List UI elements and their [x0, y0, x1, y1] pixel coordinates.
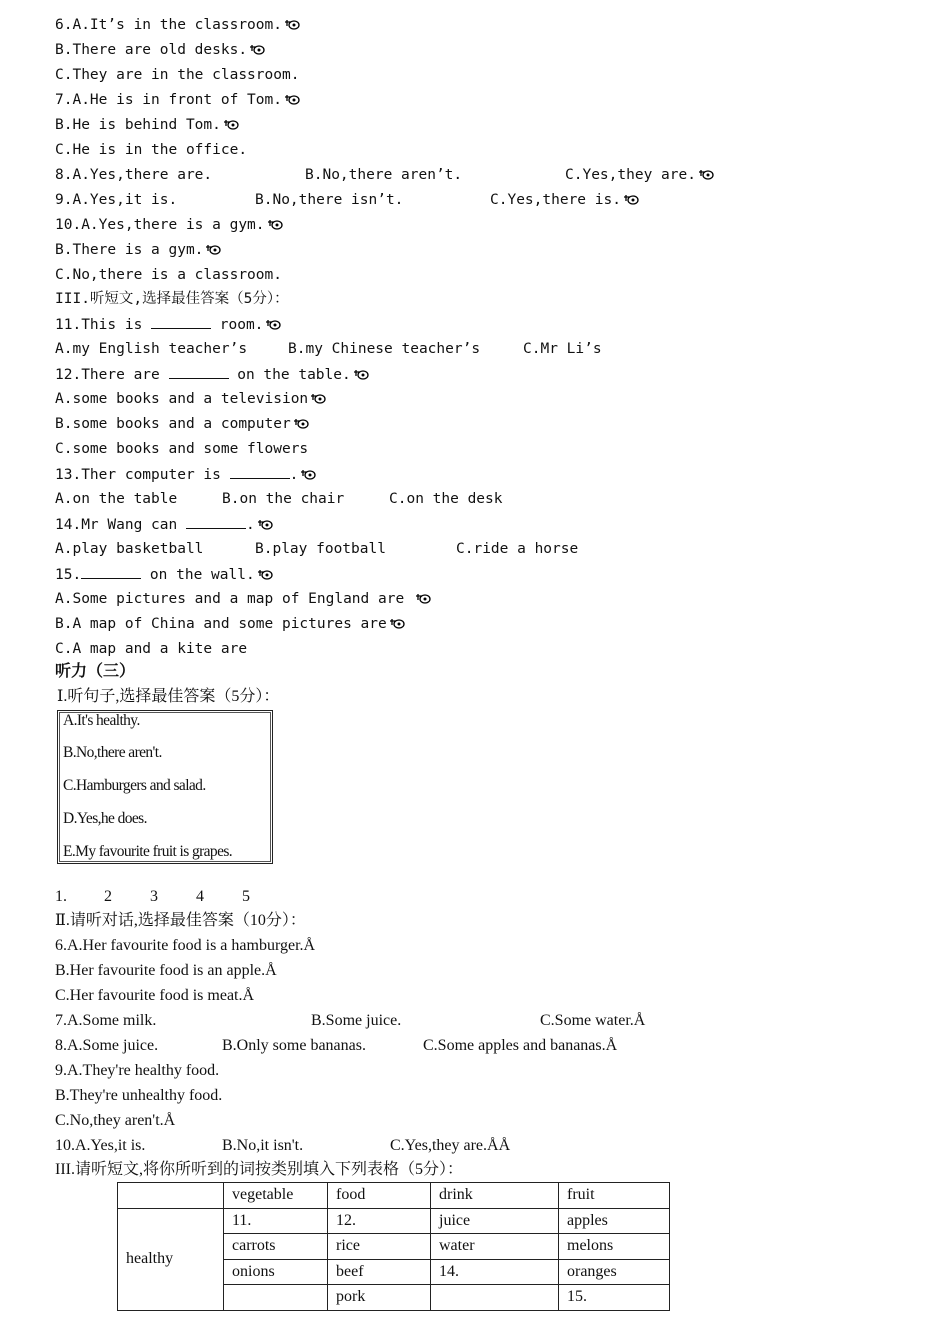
- answer-options-box: [57, 710, 273, 864]
- l3-q8-option-b: B.Only some bananas.: [222, 1037, 366, 1054]
- l3-q9-option-c: C.No,they aren't.Å: [55, 1112, 176, 1129]
- q12-option-a: A.some books and a television: [55, 389, 326, 411]
- audio-mark-icon: [623, 194, 639, 205]
- table-cell: apples: [559, 1208, 670, 1234]
- q10-option-b: B.There is a gym.: [55, 240, 221, 262]
- l3-q9-option-b: B.They're unhealthy food.: [55, 1087, 223, 1104]
- q12-stem: 12.There are on the table.: [55, 364, 369, 386]
- table-header-cell: vegetable: [224, 1183, 328, 1209]
- audio-mark-icon: [284, 19, 300, 30]
- audio-mark-icon: [293, 418, 309, 429]
- l3-q10-row: [55, 1136, 755, 1158]
- q6-option-a: 6.A.It’s in the classroom.: [55, 15, 300, 37]
- q8-row: [55, 165, 755, 187]
- l3-q8-option-c: C.Some apples and bananas.Å: [423, 1037, 618, 1054]
- part3-heading: III.听短文,选择最佳答案（5分）：: [55, 291, 289, 307]
- answer-number: 2: [104, 888, 112, 905]
- q14-option-b: B.play football: [255, 541, 386, 557]
- box-option-e: E.My favourite fruit is grapes.: [63, 843, 233, 860]
- answer-blank[interactable]: [151, 314, 211, 329]
- q6-option-b: B.There are old desks.: [55, 40, 265, 62]
- l3-q6-option-a: 6.A.Her favourite food is a hamburger.Å: [55, 937, 316, 954]
- audio-mark-icon: [300, 469, 316, 480]
- q15-stem: 15. on the wall.: [55, 564, 273, 586]
- table-header-cell: drink: [431, 1183, 559, 1209]
- q7-option-c: C.He is in the office.: [55, 142, 248, 158]
- l3-q6-option-c: C.Her favourite food is meat.Å: [55, 987, 255, 1004]
- l3-q8-row: [55, 1036, 755, 1058]
- l3-q10-option-b: B.No,it isn't.: [222, 1137, 304, 1154]
- q12-option-c: C.some books and some flowers: [55, 441, 309, 457]
- table-cell[interactable]: 15.: [559, 1285, 670, 1311]
- q15-option-c: C.A map and a kite are: [55, 641, 248, 657]
- q12-option-b: B.some books and a computer: [55, 414, 309, 436]
- l3-q7-option-a: 7.A.Some milk.: [55, 1012, 157, 1029]
- table-cell: pork: [328, 1285, 431, 1311]
- q8-option-b: B.No,there aren’t.: [305, 167, 463, 183]
- q15-option-b: B.A map of China and some pictures are: [55, 614, 405, 636]
- answer-number: 5: [242, 888, 250, 905]
- sec1-heading: Ⅰ.听句子,选择最佳答案（5分）：: [57, 688, 280, 705]
- answer-number: 1.: [55, 888, 67, 905]
- audio-mark-icon: [205, 244, 221, 255]
- sec3-heading: III.请听短文,将你所听到的词按类别填入下列表格（5分）：: [55, 1161, 463, 1178]
- audio-mark-icon: [249, 44, 265, 55]
- q10-option-a: 10.A.Yes,there is a gym.: [55, 215, 283, 237]
- section-title: 听力（三）: [55, 663, 136, 680]
- box-option-a: A.It's healthy.: [63, 712, 140, 729]
- q13-option-a: A.on the table: [55, 491, 178, 507]
- q15-option-a: A.Some pictures and a map of England are: [55, 589, 431, 611]
- box-option-d: D.Yes,he does.: [63, 810, 147, 827]
- table-header-cell: [118, 1183, 224, 1209]
- q13-options: [55, 489, 755, 511]
- table-header-row: [118, 1183, 670, 1209]
- table-cell: carrots: [224, 1234, 328, 1260]
- q9-row: [55, 190, 755, 212]
- audio-mark-icon: [353, 369, 369, 380]
- l3-q9-option-a: 9.A.They're healthy food.: [55, 1062, 220, 1079]
- audio-mark-icon: [257, 569, 273, 580]
- table-cell[interactable]: 11.: [224, 1208, 328, 1234]
- table-cell[interactable]: 14.: [431, 1259, 559, 1285]
- q11-option-a: A.my English teacher’s: [55, 341, 248, 357]
- audio-mark-icon: [698, 169, 714, 180]
- q10-option-c: C.No,there is a classroom.: [55, 267, 282, 283]
- table-cell: beef: [328, 1259, 431, 1285]
- table-cell: oranges: [559, 1259, 670, 1285]
- q11-options: [55, 339, 755, 361]
- audio-mark-icon: [310, 393, 326, 404]
- q8-option-a: 8.A.Yes,there are.: [55, 167, 213, 183]
- table-row: [118, 1208, 670, 1234]
- table-cell: juice: [431, 1208, 559, 1234]
- q9-option-c: C.Yes,there is.: [490, 190, 639, 210]
- table-cell[interactable]: [431, 1285, 559, 1311]
- table-cell: onions: [224, 1259, 328, 1285]
- audio-mark-icon: [415, 593, 431, 604]
- q13-stem: 13.Ther computer is .: [55, 464, 316, 486]
- q13-option-c: C.on the desk: [389, 491, 503, 507]
- table-header-cell: food: [328, 1183, 431, 1209]
- q14-option-a: A.play basketball: [55, 541, 204, 557]
- l3-q6-option-b: B.Her favourite food is an apple.Å: [55, 962, 277, 979]
- answer-numbers: [55, 887, 355, 909]
- audio-mark-icon: [284, 94, 300, 105]
- l3-q7-option-b: B.Some juice.: [311, 1012, 402, 1029]
- answer-blank[interactable]: [186, 514, 246, 529]
- l3-q10-option-a: 10.A.Yes,it is.: [55, 1137, 146, 1154]
- q6-option-c: C.They are in the classroom.: [55, 67, 300, 83]
- row-label-cell: healthy: [118, 1208, 224, 1310]
- answer-blank[interactable]: [169, 364, 229, 379]
- q8-option-c: C.Yes,they are.: [565, 165, 714, 185]
- q7-option-a: 7.A.He is in front of Tom.: [55, 90, 300, 112]
- table-cell: water: [431, 1234, 559, 1260]
- q13-option-b: B.on the chair: [222, 491, 345, 507]
- answer-blank[interactable]: [230, 464, 290, 479]
- q11-option-c: C.Mr Li’s: [523, 341, 602, 357]
- q14-options: [55, 539, 755, 561]
- category-table: [117, 1182, 670, 1311]
- audio-mark-icon: [223, 119, 239, 130]
- l3-q7-row: [55, 1011, 755, 1033]
- q11-stem: 11.This is room.: [55, 314, 281, 336]
- answer-blank[interactable]: [81, 564, 141, 579]
- table-header-cell: fruit: [559, 1183, 670, 1209]
- audio-mark-icon: [257, 519, 273, 530]
- q14-option-c: C.ride a horse: [456, 541, 579, 557]
- answer-number: 4: [196, 888, 204, 905]
- audio-mark-icon: [389, 618, 405, 629]
- q9-option-b: B.No,there isn’t.: [255, 192, 404, 208]
- q14-stem: 14.Mr Wang can .: [55, 514, 273, 536]
- box-option-b: B.No,there aren't.: [63, 744, 162, 761]
- table-cell: rice: [328, 1234, 431, 1260]
- l3-q10-option-c: C.Yes,they are.ÅÅ: [390, 1137, 511, 1154]
- l3-q7-option-c: C.Some water.Å: [540, 1012, 646, 1029]
- answer-number: 3: [150, 888, 158, 905]
- sec2-heading: Ⅱ.请听对话,选择最佳答案（10分）：: [55, 912, 306, 929]
- q11-option-b: B.my Chinese teacher’s: [288, 341, 481, 357]
- audio-mark-icon: [265, 319, 281, 330]
- l3-q8-option-a: 8.A.Some juice.: [55, 1037, 159, 1054]
- q7-option-b: B.He is behind Tom.: [55, 115, 239, 137]
- box-option-c: C.Hamburgers and salad.: [63, 777, 206, 794]
- table-cell: melons: [559, 1234, 670, 1260]
- table-cell[interactable]: 12.: [328, 1208, 431, 1234]
- q9-option-a: 9.A.Yes,it is.: [55, 192, 178, 208]
- table-cell[interactable]: [224, 1285, 328, 1311]
- audio-mark-icon: [267, 219, 283, 230]
